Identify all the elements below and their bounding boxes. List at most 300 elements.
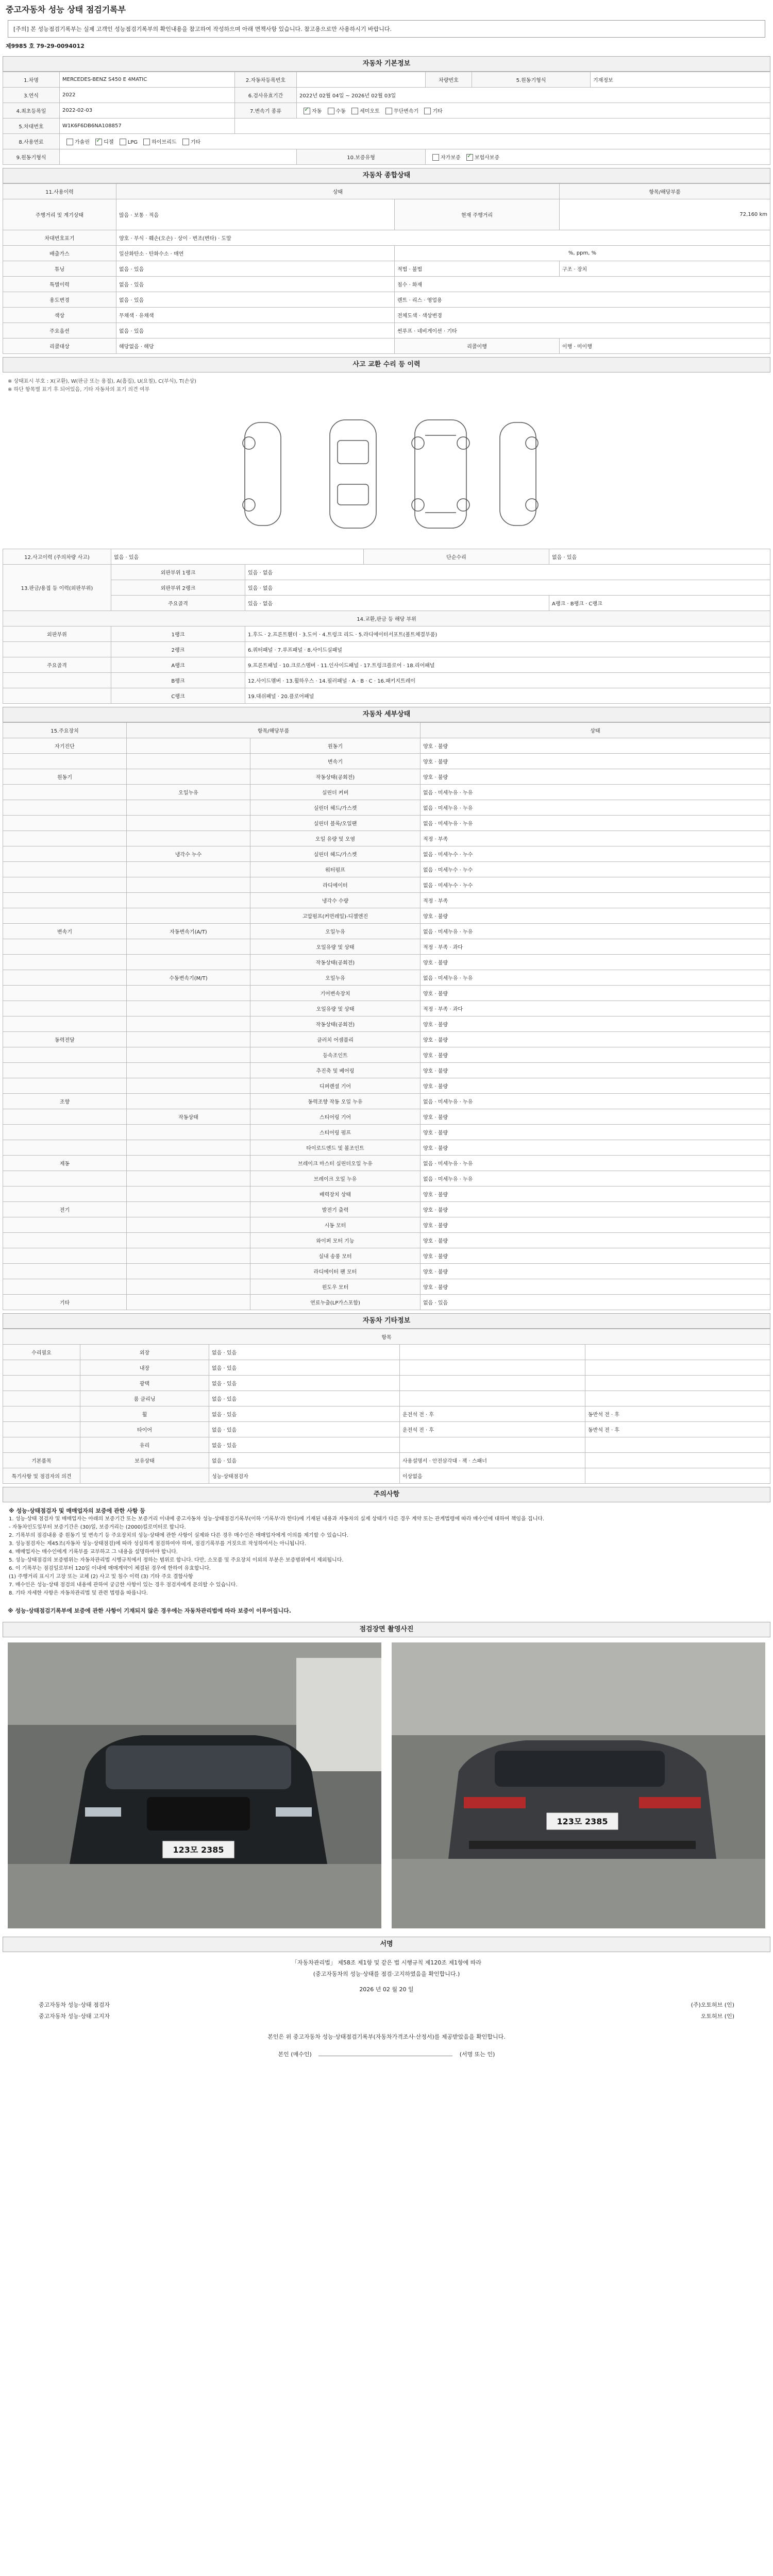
summary-row-extra: 썬루프 · 네비게이션 · 기타 [395, 323, 770, 338]
other-cell: 운전석 전 · 후 [400, 1406, 585, 1422]
summary-row-extra: 리콜이행 [395, 338, 560, 354]
photo-gallery [3, 1637, 770, 1934]
detail-device [3, 1248, 127, 1264]
detail-item: 오일유량 및 상태 [250, 1001, 421, 1016]
detail-device [3, 1063, 127, 1078]
other-cell: 특기사항 및 점검자의 의견 [3, 1468, 80, 1484]
table-row [3, 1391, 770, 1406]
other-cell: 사용설명서 · 안전삼각대 · 잭 · 스패너 [400, 1453, 585, 1468]
caution-list [9, 1516, 764, 1597]
other-cell: 타이어 [80, 1422, 209, 1437]
caution-item: (1) 주행거리 표시기 고장 또는 교체 (2) 사고 및 침수 이력 (3) 기타 주요 결함사항 [9, 1574, 193, 1580]
detail-group [127, 908, 250, 924]
detail-device: 동력전달 [3, 1032, 127, 1047]
other-cell: 광택 [80, 1376, 209, 1391]
detail-item: 실린더 헤드/가스켓 [250, 800, 421, 816]
detail-item: 추진축 및 베어링 [250, 1063, 421, 1078]
summary-row-extra: 현재 주행거리 [395, 199, 560, 230]
vin-value: W1K6F6DB6NA108857 [60, 118, 235, 134]
car-top-icon [330, 420, 376, 528]
detail-group [127, 816, 250, 831]
table-row [3, 738, 770, 754]
other-cell [3, 1422, 80, 1437]
detail-device [3, 1001, 127, 1016]
detail-state: 양호 · 불량 [421, 769, 770, 785]
detail-item: 브레이크 오일 누유 [250, 1171, 421, 1187]
detail-device: 원동기 [3, 769, 127, 785]
other-cell [400, 1345, 585, 1360]
table-row [3, 1233, 770, 1248]
section-detail: 자동차 세부상태 [3, 707, 770, 722]
table-row [3, 1422, 770, 1437]
detail-item: 클러치 어셈블리 [250, 1032, 421, 1047]
parts-group [3, 642, 111, 657]
detail-state: 양호 · 불량 [421, 1063, 770, 1078]
detail-item: 와이퍼 모터 기능 [250, 1233, 421, 1248]
detail-group [127, 939, 250, 955]
panel-rank-state: 있음 · 없음 [245, 580, 770, 596]
parts-subtitle: 14.교환,판금 등 해당 부위 [3, 611, 770, 626]
car-name-value: MERCEDES-BENZ S450 E 4MATIC [60, 72, 235, 88]
summary-row-extra: %, ppm, % [395, 246, 770, 261]
detail-state: 양호 · 불량 [421, 1279, 770, 1295]
frame-rank: A랭크 · B랭크 · C랭크 [549, 596, 770, 611]
panel-rank-label: 외판부위 1랭크 [111, 565, 245, 580]
warranty-label: 10.보증유형 [297, 149, 426, 165]
detail-group [127, 1016, 250, 1032]
detail-head-state: 상태 [421, 723, 770, 738]
detail-group: 수동변속기(M/T) [127, 970, 250, 986]
detail-state: 양호 · 불량 [421, 1187, 770, 1202]
cert-number: 제9985 호 79-29-0094012 [6, 43, 85, 49]
detail-item: 오일누유 [250, 970, 421, 986]
table-row [3, 939, 770, 955]
detail-item: 발전기 출력 [250, 1202, 421, 1217]
detail-group [127, 1032, 250, 1047]
other-head: 항목 [3, 1329, 770, 1345]
other-cell [585, 1376, 770, 1391]
detail-state: 양호 · 불량 [421, 1109, 770, 1125]
notice-box: [주의] 본 성능점검기록부는 실제 고객인 성능점검기록부의 확인내용을 참고하여 작성하으며 아래 면책사항 있습니다. 참고용으로만 사용하시기 바랍니다. [8, 20, 765, 38]
accident-table [3, 549, 770, 704]
parts-rank: 1랭크 [111, 626, 245, 642]
detail-device: 전기 [3, 1202, 127, 1217]
summary-row-extra: 침수 · 화재 [395, 277, 770, 292]
simple-repair-label: 단순수리 [364, 549, 549, 565]
first-reg-label: 4.최초등록일 [3, 103, 60, 118]
detail-group [127, 769, 250, 785]
car-frame-icon [415, 420, 466, 528]
detail-group [127, 862, 250, 877]
detail-group [127, 986, 250, 1001]
other-cell: 없음 · 있음 [209, 1437, 400, 1453]
detail-group [127, 1078, 250, 1094]
dealer-label: 중고자동차 성능·상태 고지자 [39, 2013, 110, 2020]
detail-group [127, 1094, 250, 1109]
table-row [3, 1453, 770, 1468]
detail-device: 변속기 [3, 924, 127, 939]
detail-device [3, 831, 127, 846]
detail-state: 양호 · 불량 [421, 908, 770, 924]
detail-group [127, 1047, 250, 1063]
parts-list: 9.프론트패널 · 10.크로스멤버 · 11.인사이드패널 · 17.트렁크플로어 · 18.리어패널 [245, 657, 770, 673]
table-row [3, 1156, 770, 1171]
detail-device: 제동 [3, 1156, 127, 1171]
table-row [3, 1345, 770, 1360]
checkbox-icon [432, 154, 439, 161]
detail-item: 타이로드엔드 및 볼조인트 [250, 1140, 421, 1156]
summary-row-state: 많음 · 보통 · 적음 [116, 199, 395, 230]
table-row [3, 1047, 770, 1063]
table-row [3, 1187, 770, 1202]
summary-row-label: 주행거리 및 계기상태 [3, 199, 116, 230]
detail-group [127, 955, 250, 970]
wheel-icon [457, 499, 469, 511]
detail-device [3, 955, 127, 970]
section-sign: 서명 [3, 1937, 770, 1952]
other-cell [585, 1345, 770, 1360]
detail-state: 양호 · 불량 [421, 1217, 770, 1233]
other-cell [585, 1360, 770, 1376]
detail-state: 적정 · 부족 · 과다 [421, 939, 770, 955]
summary-row-label: 차대번호표기 [3, 230, 116, 246]
detail-state: 없음 · 미세누수 · 누수 [421, 862, 770, 877]
other-cell [400, 1391, 585, 1406]
detail-group: 작동상태 [127, 1109, 250, 1125]
checkbox-icon [304, 108, 310, 114]
parts-list: 1.후드 · 2.프론트휀더 · 3.도어 · 4.트렁크 리드 · 5.라디에이터서포트(볼트체결부품) [245, 626, 770, 642]
other-cell [3, 1437, 80, 1453]
accident-state: 없음 · 있음 [111, 549, 364, 565]
detail-group: 자동변속기(A/T) [127, 924, 250, 939]
fuel-label: 8.사용연료 [3, 134, 60, 149]
parts-rank: B랭크 [111, 673, 245, 688]
other-cell: 외장 [80, 1345, 209, 1360]
detail-state: 없음 · 미세누유 · 누유 [421, 1171, 770, 1187]
caution-notes [3, 1502, 770, 1602]
table-row [3, 1032, 770, 1047]
basic-info-table [3, 72, 770, 165]
table-row [3, 1063, 770, 1078]
sign-line: (중고자동차의 성능·상태를 점검·고지하였음을 확인합니다.) [313, 1971, 460, 1977]
wheel-icon [412, 437, 424, 449]
detail-state: 없음 · 미세누유 · 누유 [421, 816, 770, 831]
table-row [3, 1140, 770, 1156]
inspection-record [3, 0, 770, 2065]
parts-rank: 2랭크 [111, 642, 245, 657]
caution-item: 3. 성능점검자는 제45조(자동차 성능·상태점검)에 따라 성실하게 점검하여야 하며, 점검기록부를 거짓으로 작성하여서는 아니됩니다. [9, 1541, 306, 1547]
table-row [3, 986, 770, 1001]
panel-rank-label: 외판부위 2랭크 [111, 580, 245, 596]
summary-row-extra: 렌트 · 리스 · 영업용 [395, 292, 770, 308]
parts-rank: A랭크 [111, 657, 245, 673]
detail-item: 실린더 커버 [250, 785, 421, 800]
car-diagram [3, 399, 770, 549]
detail-item: 냉각수 수량 [250, 893, 421, 908]
detail-state: 양호 · 불량 [421, 1264, 770, 1279]
other-cell: 수리필요 [3, 1345, 80, 1360]
sign-or-seal-label: (서명 또는 인) [459, 2051, 495, 2058]
table-row [3, 831, 770, 846]
car-front-photo-icon [8, 1642, 381, 1928]
detail-state: 양호 · 불량 [421, 955, 770, 970]
table-row [3, 1094, 770, 1109]
detail-state: 없음 · 미세누유 · 누유 [421, 924, 770, 939]
other-cell: 내장 [80, 1360, 209, 1376]
engine-type-label: 9.원동기형식 [3, 149, 60, 165]
detail-group [127, 1279, 250, 1295]
car-outline-icon [3, 399, 770, 549]
detail-state: 양호 · 불량 [421, 1140, 770, 1156]
other-cell [400, 1376, 585, 1391]
parts-group [3, 688, 111, 704]
detail-table [3, 722, 770, 1310]
detail-device [3, 1047, 127, 1063]
detail-state: 양호 · 불량 [421, 1078, 770, 1094]
other-cell: 없음 · 있음 [209, 1422, 400, 1437]
detail-device [3, 986, 127, 1001]
detail-state: 없음 · 미세누유 · 누유 [421, 800, 770, 816]
inspection-period-value: 2022년 02월 04일 ~ 2026년 02월 03일 [297, 88, 770, 103]
summary-row-state: 없음 · 있음 [116, 292, 395, 308]
detail-item: 디퍼렌셜 기어 [250, 1078, 421, 1094]
checker-label: 중고자동차 성능·상태 점검자 [39, 2002, 110, 2008]
other-cell: 없음 · 있음 [209, 1453, 400, 1468]
section-exterior: 사고 교환 수리 등 이력 [3, 357, 770, 372]
caution-head: ※ 성능·상태점검자 및 매매업자의 보증에 관한 사항 등 [9, 1507, 145, 1514]
detail-item: 배력장치 상태 [250, 1187, 421, 1202]
table-row [3, 1125, 770, 1140]
panel-history-label: 13.판금/용접 등 이력(외판부위) [3, 565, 111, 611]
photo-front [8, 1642, 381, 1928]
detail-item: 실린더 블록/오일팬 [250, 816, 421, 831]
summary-row-extra2: 이행 · 미이행 [560, 338, 770, 354]
detail-item: 스티어링 기어 [250, 1109, 421, 1125]
detail-group [127, 1140, 250, 1156]
detail-group [127, 1264, 250, 1279]
table-row [3, 1360, 770, 1376]
detail-device: 기타 [3, 1295, 127, 1310]
detail-item: 윈도우 모터 [250, 1279, 421, 1295]
detail-item: 브레이크 마스터 실린더오일 누유 [250, 1156, 421, 1171]
summary-row-state: 양호 · 부식 · 훼손(오손) · 상이 · 변조(변타) · 도말 [116, 230, 770, 246]
table-row [3, 816, 770, 831]
panel-rank-state: 있음 · 없음 [245, 565, 770, 580]
summary-row-label: 용도변경 [3, 292, 116, 308]
section-other: 자동차 기타정보 [3, 1313, 770, 1329]
detail-state: 없음 · 미세누유 · 누유 [421, 1156, 770, 1171]
caution-item: 4. 매매업자는 매수인에게 기록부를 교부하고 그 내용을 설명하여야 합니다. [9, 1549, 178, 1555]
detail-group [127, 1187, 250, 1202]
car-side-left-icon [245, 422, 281, 526]
detail-device [3, 893, 127, 908]
detail-device [3, 1187, 127, 1202]
front-plate-text: 123모 2385 [173, 1845, 224, 1855]
checker-name: (주)오토허브 (인) [691, 2002, 734, 2008]
simple-repair-state: 없음 · 있음 [549, 549, 770, 565]
summary-row-state: 일산화탄소 · 탄화수소 · 매연 [116, 246, 395, 261]
transmission-label: 7.변속기 종류 [235, 103, 297, 118]
detail-item: 작동상태(공회전) [250, 955, 421, 970]
rear-plate-text: 123모 2385 [557, 1817, 608, 1826]
other-cell [80, 1468, 209, 1484]
photo-rear [392, 1642, 765, 1928]
wheel-icon [457, 437, 469, 449]
caution-item: 5. 성능·상태점검의 보증범위는 자동차관리법 시행규칙에서 정하는 범위로 합니다. 다만, 소모품 및 주요장치 이외의 부분은 보증범위에서 제외됩니다. [9, 1557, 344, 1563]
transmission-options: ✓ 자동 수동 세미오토 무단변속기 기타 [297, 103, 770, 118]
table-row [3, 862, 770, 877]
other-cell [3, 1391, 80, 1406]
detail-head-item: 항목/해당부품 [127, 723, 421, 738]
other-cell: 이상없음 [400, 1468, 585, 1484]
summary-row-label: 튜닝 [3, 261, 116, 277]
table-row [3, 1295, 770, 1310]
parts-list: 12.사이드멤버 · 13.휠하우스 · 14.필러패널 · A · B · C · 16.패키지트레이 [245, 673, 770, 688]
table-row [3, 1406, 770, 1422]
table-row [3, 955, 770, 970]
summary-row-label: 색상 [3, 308, 116, 323]
detail-item: 작동상태(공회전) [250, 769, 421, 785]
detail-item: 동력조향 작동 오일 누유 [250, 1094, 421, 1109]
detail-state: 양호 · 불량 [421, 1125, 770, 1140]
checkbox-icon [351, 108, 358, 114]
detail-state: 양호 · 불량 [421, 738, 770, 754]
detail-device [3, 1016, 127, 1032]
detail-state: 없음 · 미세누유 · 누유 [421, 1094, 770, 1109]
detail-state: 양호 · 불량 [421, 754, 770, 769]
detail-group [127, 893, 250, 908]
other-cell [585, 1468, 770, 1484]
car-side-right-icon [500, 422, 536, 526]
other-cell [585, 1453, 770, 1468]
page-title: 중고자동차 성능 상태 점검기록부 [6, 5, 126, 14]
table-row [3, 800, 770, 816]
detail-device [3, 785, 127, 800]
other-cell [3, 1376, 80, 1391]
detail-state: 양호 · 불량 [421, 1047, 770, 1063]
detail-item: 등속조인트 [250, 1047, 421, 1063]
detail-state: 없음 · 미세누유 · 누유 [421, 785, 770, 800]
summary-row-extra: 전체도색 · 색상변경 [395, 308, 770, 323]
detail-device: 조향 [3, 1094, 127, 1109]
summary-row-state: 없음 · 있음 [116, 323, 395, 338]
detail-device [3, 1125, 127, 1140]
table-row [3, 877, 770, 893]
detail-group [127, 1063, 250, 1078]
detail-item: 스티어링 펌프 [250, 1125, 421, 1140]
table-row [3, 1279, 770, 1295]
detail-group [127, 738, 250, 754]
detail-state: 적정 · 부족 · 과다 [421, 1001, 770, 1016]
detail-state: 양호 · 불량 [421, 1016, 770, 1032]
detail-group [127, 1202, 250, 1217]
detail-group [127, 1248, 250, 1264]
detail-item: 실내 송풍 모터 [250, 1248, 421, 1264]
other-cell: 성능·상태점검자 [209, 1468, 400, 1484]
other-cell: 없음 · 있음 [209, 1406, 400, 1422]
detail-item: 워터펌프 [250, 862, 421, 877]
detail-state: 없음 · 있음 [421, 1295, 770, 1310]
engine-label: 5.원동기형식 [472, 72, 591, 88]
car-rear-photo-icon [392, 1642, 765, 1928]
detail-group [127, 754, 250, 769]
other-cell: 동반석 전 · 후 [585, 1406, 770, 1422]
detail-state: 적정 · 부족 [421, 831, 770, 846]
summary-head-items: 항목/해당부품 [560, 184, 770, 199]
other-cell: 동반석 전 · 후 [585, 1422, 770, 1437]
summary-row-label: 특별이력 [3, 277, 116, 292]
detail-item: 오일 유량 및 오염 [250, 831, 421, 846]
detail-device [3, 1078, 127, 1094]
detail-item: 연료누출(LP가스포함) [250, 1295, 421, 1310]
other-cell [585, 1437, 770, 1453]
first-reg-value: 2022-02-03 [60, 103, 235, 118]
detail-device [3, 970, 127, 986]
year-label: 3.연식 [3, 88, 60, 103]
car-name-label: 1.차명 [3, 72, 60, 88]
detail-device [3, 1109, 127, 1125]
section-caution: 주의사항 [3, 1487, 770, 1502]
detail-device [3, 1171, 127, 1187]
exterior-legend: ※ 상태표시 부호 : X(교환), W(판금 또는 용접), A(흠집), U(요철), C(부식), T(손상) ※ 하단 항목별 표기 후 되어있음, 기타 자동차의 표기 의견 여부 [8, 379, 196, 393]
summary-head-state: 상태 [116, 184, 560, 199]
other-cell: 휠 [80, 1406, 209, 1422]
detail-group: 오일누유 [127, 785, 250, 800]
detail-item: 오일누유 [250, 924, 421, 939]
year-value: 2022 [60, 88, 235, 103]
detail-item: 실린더 헤드/가스켓 [250, 846, 421, 862]
detail-state: 적정 · 부족 [421, 893, 770, 908]
detail-item: 시동 모터 [250, 1217, 421, 1233]
detail-item: 변속기 [250, 754, 421, 769]
detail-state: 양호 · 불량 [421, 1248, 770, 1264]
caution-item: - 자동차인도일부터 보증기간은 (30)일, 보증거리는 (2000)킬로미터로 합니다. [9, 1524, 186, 1530]
detail-group [127, 1156, 250, 1171]
detail-group: 냉각수 누수 [127, 846, 250, 862]
inspection-period-label: 6.검사유효기간 [235, 88, 297, 103]
table-row [3, 1468, 770, 1484]
detail-state: 없음 · 미세누유 · 누유 [421, 970, 770, 986]
plate-label: 차량번호 [426, 72, 472, 88]
detail-device [3, 1264, 127, 1279]
summary-row-state: 없음 · 있음 [116, 261, 395, 277]
checkbox-icon [385, 108, 392, 114]
caution-item: 7. 매수인은 성능·상태 점검의 내용에 관하여 궁금한 사항이 있는 경우 점검자에게 문의할 수 있습니다. [9, 1582, 238, 1588]
detail-state: 양호 · 불량 [421, 1202, 770, 1217]
detail-device [3, 1279, 127, 1295]
detail-item: 작동상태(공회전) [250, 1016, 421, 1032]
summary-row-label: 리콜대상 [3, 338, 116, 354]
summary-row-extra: 적법 · 불법 [395, 261, 560, 277]
other-cell: 없음 · 있음 [209, 1345, 400, 1360]
other-cell [585, 1391, 770, 1406]
detail-group [127, 800, 250, 816]
checkbox-icon [120, 139, 126, 145]
parts-group: 외판부위 [3, 626, 111, 642]
table-row [3, 1016, 770, 1032]
table-row [3, 970, 770, 986]
parts-list: 19.대쉬패널 · 20.플로어패널 [245, 688, 770, 704]
other-cell: 없음 · 있음 [209, 1360, 400, 1376]
summary-row-state: 해당없음 · 해당 [116, 338, 395, 354]
detail-device [3, 908, 127, 924]
buyer-label: 본인 (매수인) [278, 2051, 312, 2058]
table-row [3, 1248, 770, 1264]
detail-device [3, 816, 127, 831]
detail-device [3, 939, 127, 955]
parts-list: 6.쿼터패널 · 7.루프패널 · 8.사이드실패널 [245, 642, 770, 657]
frame-label: 주요골격 [111, 596, 245, 611]
